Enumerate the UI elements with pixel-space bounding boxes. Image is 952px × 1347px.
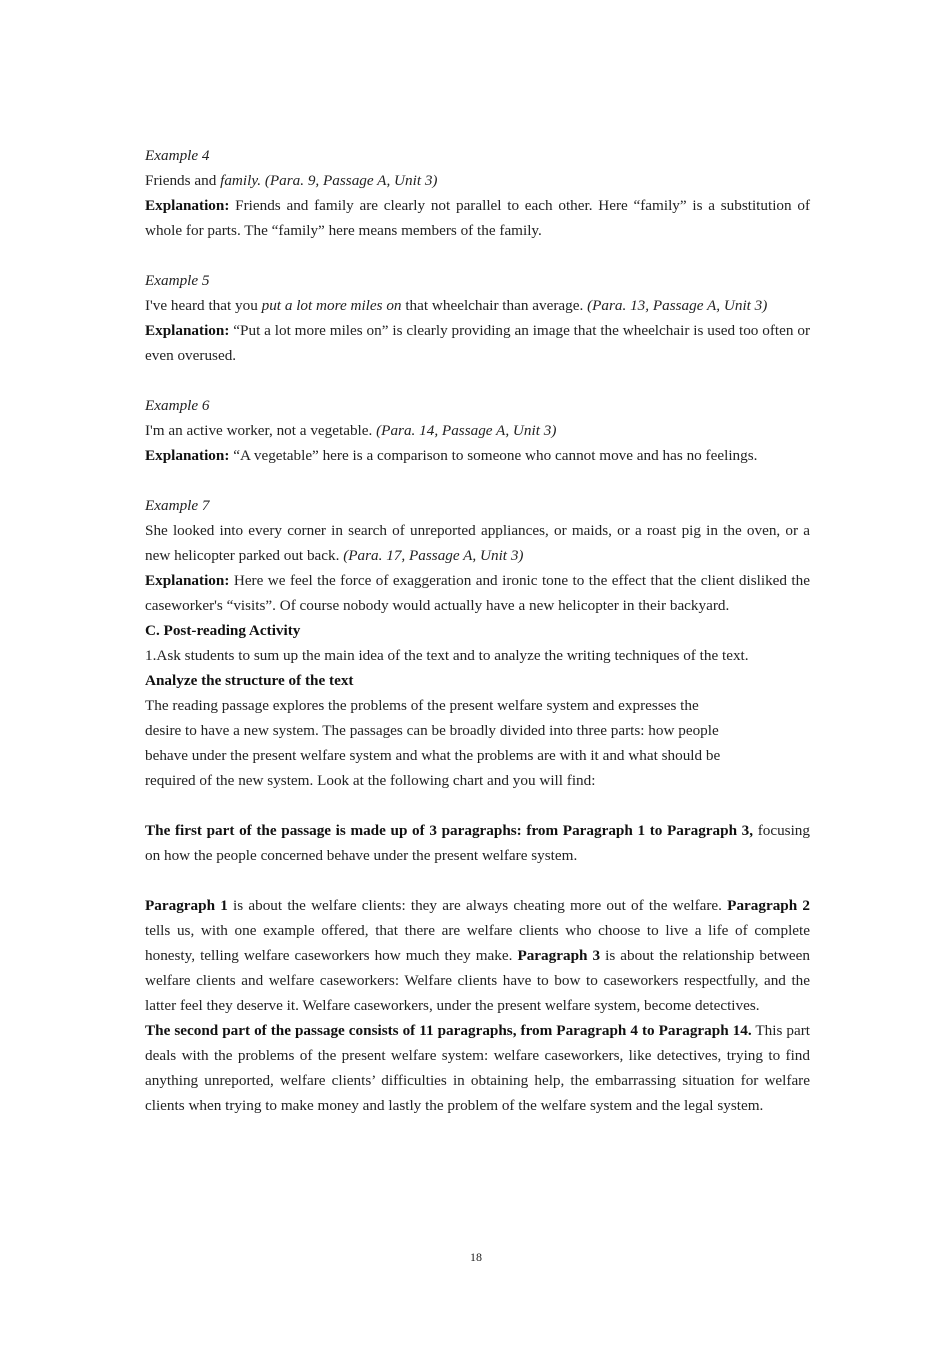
example-6-reference: (Para. 14, Passage A, Unit 3) [376,422,557,439]
spacer [145,368,810,393]
paragraph-2-text: tells us, with one example offered, that there are welfare clients who choose to live a life of complete honesty, telling welfare caseworkers how much they make. [145,922,810,964]
example-6-title: Example 6 [145,397,210,414]
example-7-explanation [145,568,810,618]
structure-heading: Analyze the structure of the text [145,672,354,689]
structure-line-2: desire to have a new system. The passages can be broadly divided into three parts: how people [145,722,719,739]
explanation-text: Friends and family are clearly not parallel to each other. Here “family” is a substitution of whole for parts. The “family” here means members of the family. [145,197,810,239]
explanation-label: Explanation: [145,322,230,339]
paragraph-1-text: is about the welfare clients: they are always cheating more out of the welfare. [227,897,728,914]
part-1-text: focusing on how the people concerned behave under the present welfare system. [145,822,810,864]
example-4-sentence [145,168,810,193]
example-4-highlight: family. [220,172,262,189]
part-2-text: This part deals with the problems of the present welfare system: welfare caseworkers, like detectives, trying to find anything unreported, welfare clients’ difficulties in obtaining help, the embarrassing situation for welfare clients when trying to make money and lastly the problem of the welfare system and the legal system. [145,1022,811,1114]
explanation-label: Explanation: [145,572,230,589]
example-7-reference: (Para. 17, Passage A, Unit 3) [343,547,524,564]
page-number: 18 [470,1250,482,1264]
structure-line-3: behave under the present welfare system and what the problems are with it and what should be [145,747,721,764]
example-4-title: Example 4 [145,147,210,164]
example-5-highlight: put a lot more miles on [261,297,402,314]
document-body [145,143,810,1118]
example-5-sentence-text: I've heard that you [145,297,262,314]
post-reading-heading: C. Post-reading Activity [145,622,301,639]
example-5-explanation [145,318,810,368]
example-7-sentence-text: She looked into every corner in search of unreported appliances, or maids, or a roast pig in the oven, or a new helicopter parked out back. [145,522,810,564]
example-4-explanation [145,193,810,243]
example-5-reference: (Para. 13, Passage A, Unit 3) [587,297,768,314]
example-5-sentence [145,293,810,318]
example-5-sentence-text: that wheelchair than average. [401,297,588,314]
post-reading-item-1: 1.Ask students to sum up the main idea of the text and to analyze the writing techniques of the text. [145,647,749,664]
paragraphs-1-3-summary [145,893,810,1018]
example-7-sentence [145,518,810,568]
paragraph-3-text: is about the relationship between welfare clients and welfare caseworkers: Welfare clients have to bow to caseworkers respectfully, and the latter feel they deserve it. Welfare caseworkers, under the present welfare system, become detectives. [145,947,810,1014]
example-5-title: Example 5 [145,272,210,289]
part-2-heading: The second part of the passage consists of 11 paragraphs, from Paragraph 4 to Paragraph 14. [145,1022,752,1039]
example-6-explanation [145,443,810,468]
paragraph-3-label: Paragraph 3 [517,947,601,964]
explanation-text: “Put a lot more miles on” is clearly providing an image that the wheelchair is used too often or even overused. [145,322,810,364]
spacer [145,793,810,818]
explanation-text: Here we feel the force of exaggeration and ironic tone to the effect that the client disliked the caseworker's “visits”. Of course nobody would actually have a new helicopter in their backyard. [145,572,810,614]
part-1-summary [145,818,810,868]
paragraph-1-label: Paragraph 1 [145,897,228,914]
structure-line-1: The reading passage explores the problems of the present welfare system and expresses the [145,697,699,714]
structure-line-4: required of the new system. Look at the following chart and you will find: [145,772,596,789]
spacer [145,468,810,493]
spacer [145,868,810,893]
part-2-summary [145,1018,810,1118]
example-4-reference: (Para. 9, Passage A, Unit 3) [261,172,438,189]
example-6-sentence [145,418,810,443]
part-1-heading: The first part of the passage is made up of 3 paragraphs: from Paragraph 1 to Paragraph 3, [145,822,754,839]
example-6-sentence-text: I'm an active worker, not a vegetable. [145,422,377,439]
example-7-title: Example 7 [145,497,210,514]
explanation-label: Explanation: [145,197,230,214]
spacer [145,243,810,268]
paragraph-2-label: Paragraph 2 [727,897,810,914]
explanation-label: Explanation: [145,447,230,464]
explanation-text: “A vegetable” here is a comparison to someone who cannot move and has no feelings. [229,447,758,464]
example-4-sentence-text: Friends and [145,172,221,189]
